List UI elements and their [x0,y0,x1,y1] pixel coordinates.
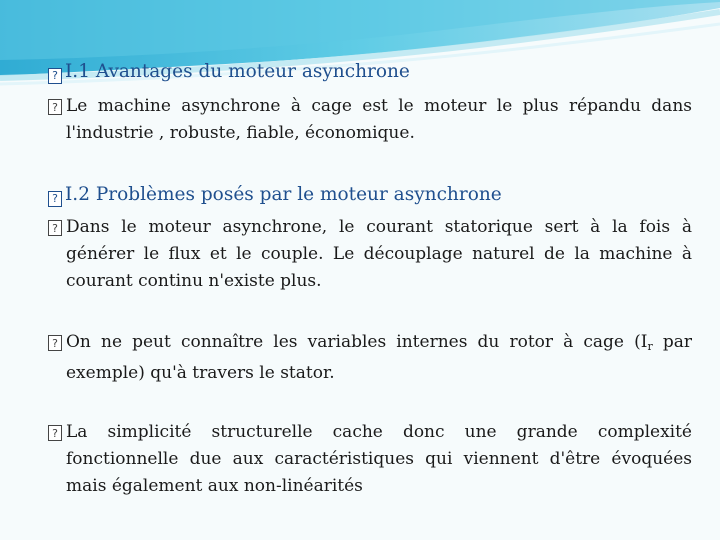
section2-bullet-1-text: Dans le moteur asynchrone, le courant statorique sert à la fois à générer le flux et le couple. Le découplage naturel de la machine à courant continu n'existe plus. [66,217,692,291]
section2-bullet-1-block [48,214,692,295]
section2-bullet-2-text-after: par exemple) qu'à travers le stator. [66,332,692,383]
section2-heading-text: I.2 Problèmes posés par le moteur asynchrone [65,184,502,205]
bullet-mark-icon: ? [48,99,62,115]
section1-bullets [48,93,692,147]
section2-heading [48,184,692,207]
section1-heading [48,61,692,84]
bullet-mark-icon: ? [48,220,62,236]
section2-bullet-3-block [48,419,692,500]
section2-bullet-2-text-before: On ne peut connaître les variables internes du rotor à cage (I [66,332,648,352]
section1-bullet-1-text: Le machine asynchrone à cage est le moteur le plus répandu dans l'industrie , robuste, fiable, économique. [66,96,692,143]
section2-bullet-2-block [48,329,692,387]
rotor-current-subscript: r [647,340,653,353]
section2-bullet-2 [48,329,692,387]
bullet-mark-icon: ? [48,191,62,207]
section1-heading-text: I.1 Avantages du moteur asynchrone [65,61,410,82]
bullet-mark-icon: ? [48,335,62,351]
section2-bullet-1 [48,214,692,295]
section2-bullet-3 [48,419,692,500]
section2-bullet-3-text: La simplicité structurelle cache donc une grande complexité fonctionnelle due aux caractéristiques qui viennent d'être évoquées mais également aux non-linéarités [66,422,692,496]
section1-bullet-1 [48,93,692,147]
bullet-mark-icon: ? [48,68,62,84]
bullet-mark-icon: ? [48,425,62,441]
